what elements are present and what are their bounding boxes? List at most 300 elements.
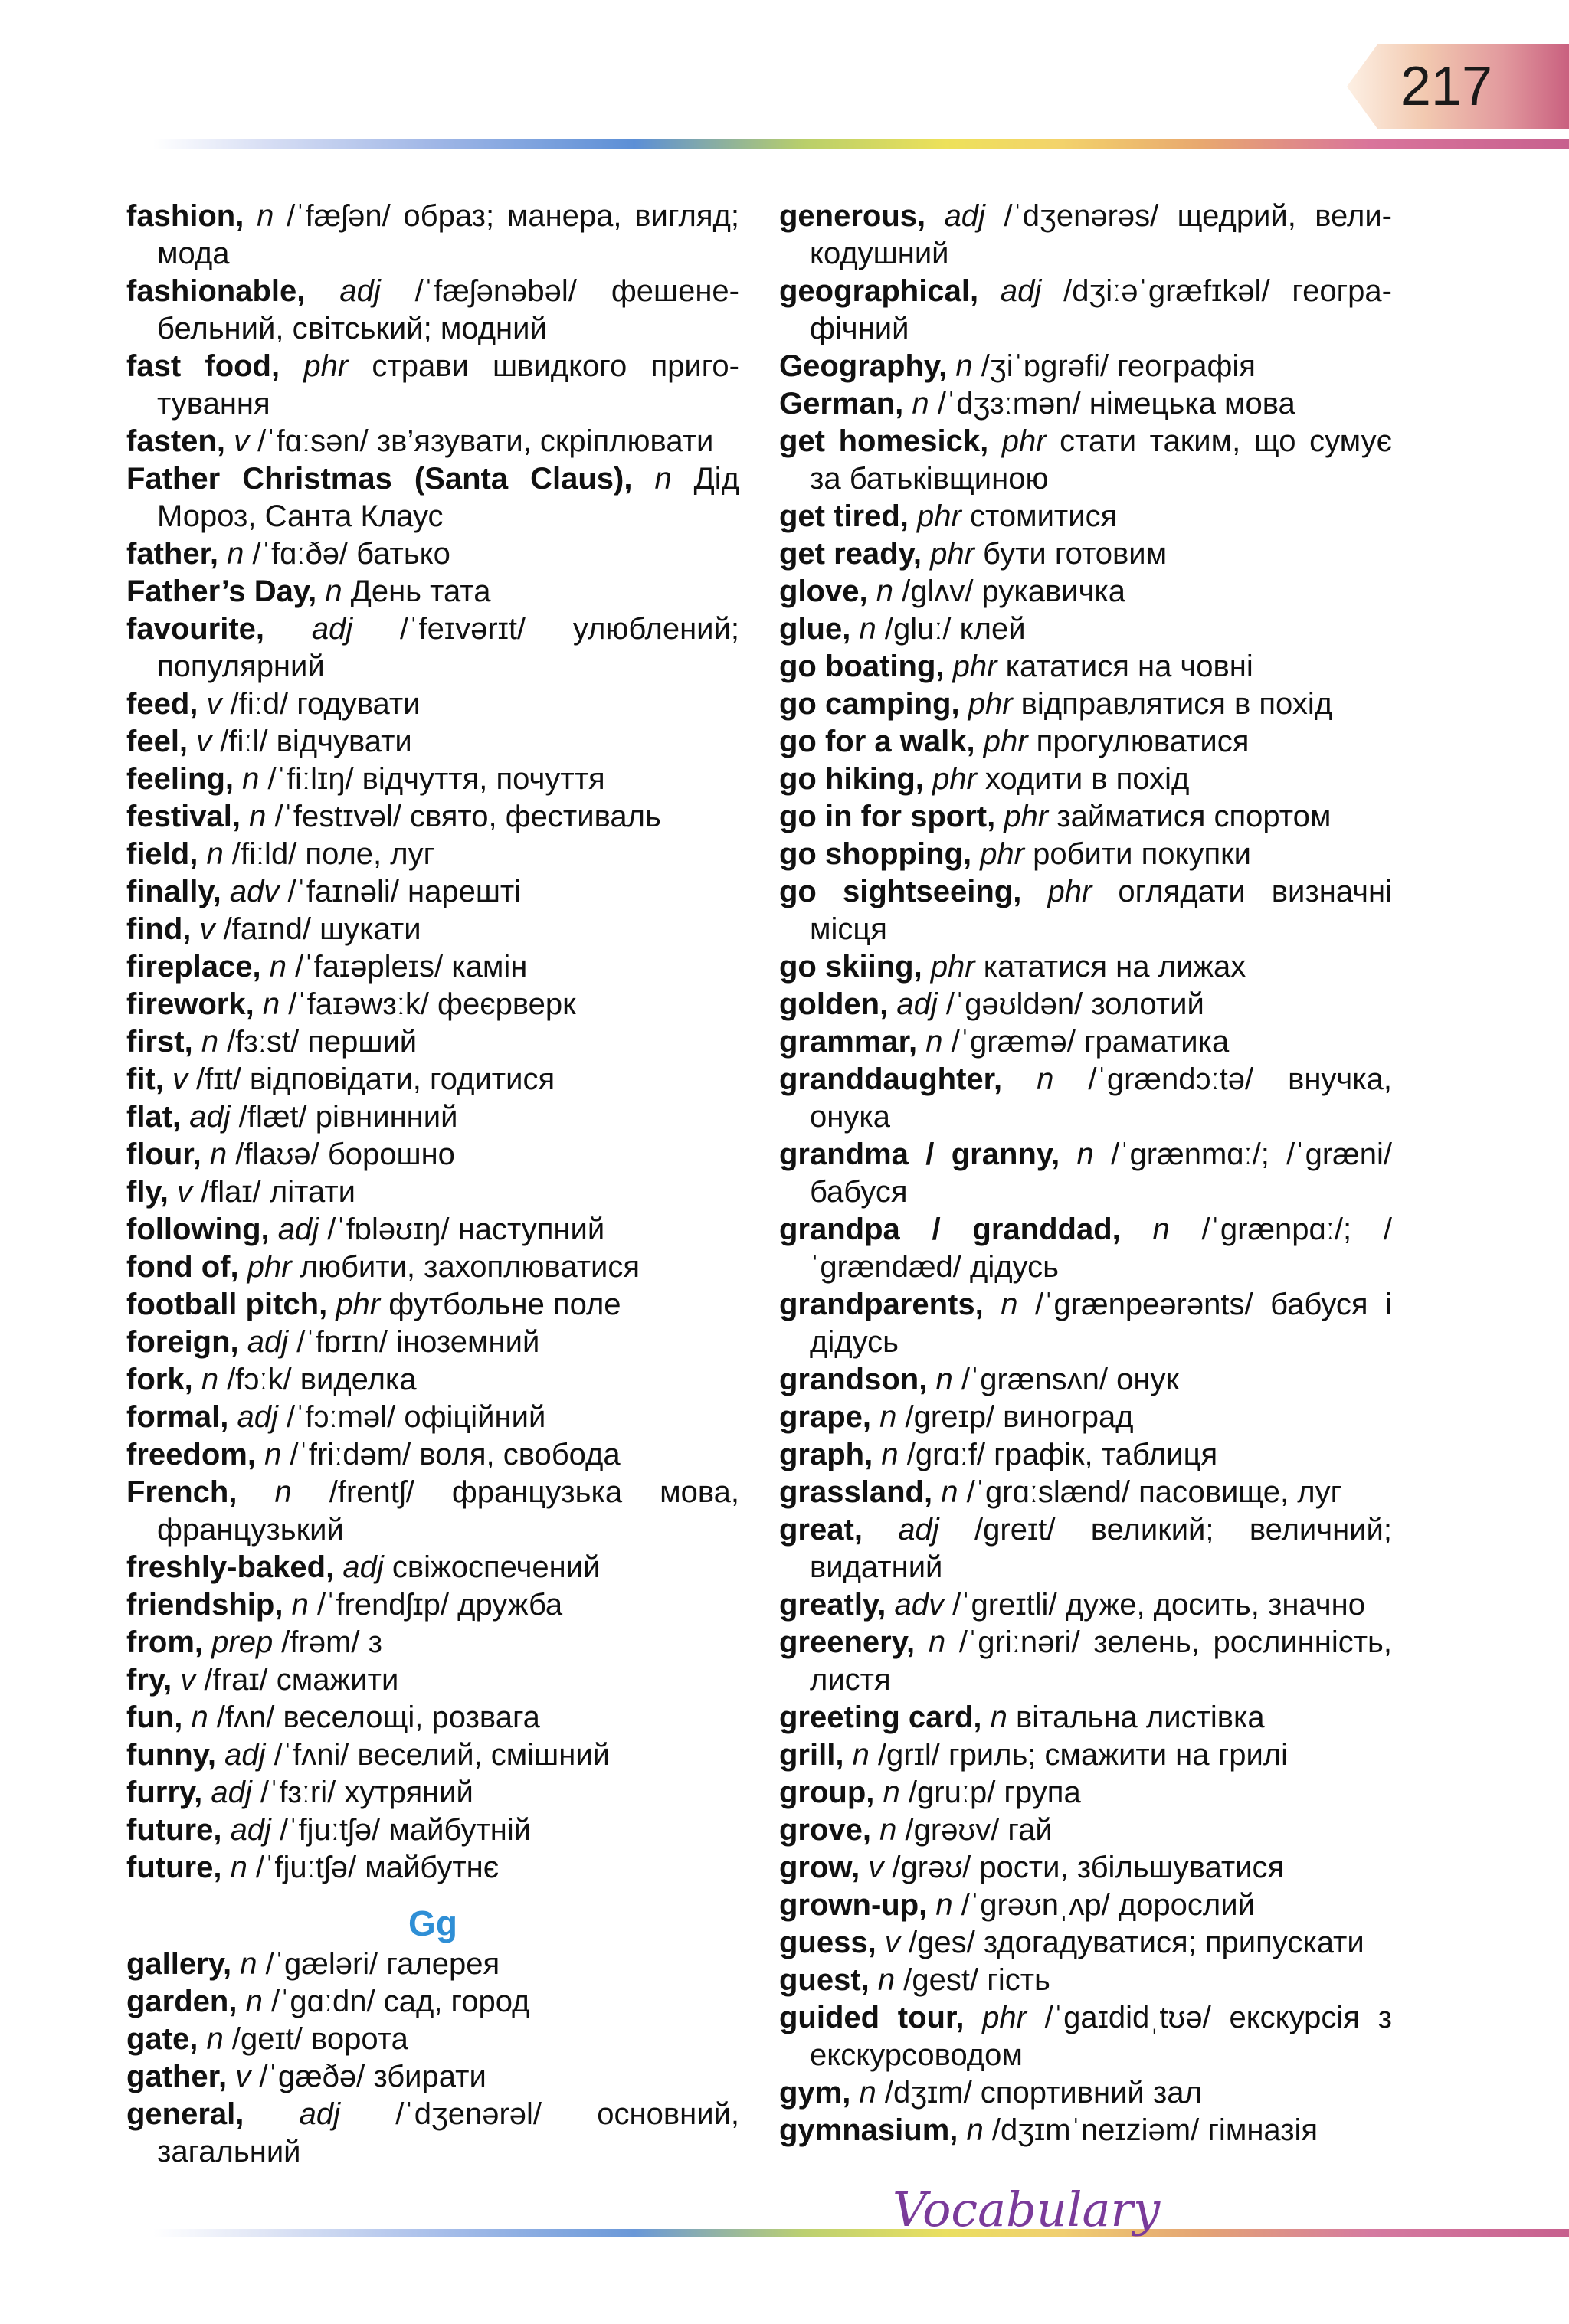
footer-label: Vocabulary <box>893 2182 1161 2237</box>
part-of-speech: n <box>191 1700 208 1734</box>
part-of-speech: n <box>879 1400 897 1434</box>
definition: /ˈfriːdəm/ воля, свобода <box>281 1438 621 1471</box>
part-of-speech: v <box>868 1851 884 1884</box>
part-of-speech: adj <box>1000 274 1042 308</box>
definition: /fiːd/ годувати <box>221 687 421 721</box>
definition: /ˈfɒrɪn/ іноземний <box>288 1325 540 1359</box>
part-of-speech: n <box>935 1888 953 1922</box>
headword: freshly-baked, <box>126 1550 335 1584</box>
part-of-speech: n <box>257 199 274 233</box>
definition: /ˈfæʃənəbəl/ фешенебельний, світський; модний <box>157 274 739 345</box>
dictionary-entry <box>779 761 1392 798</box>
part-of-speech: phr <box>336 1288 381 1321</box>
dictionary-entry <box>779 1211 1392 1286</box>
part-of-speech: phr <box>930 537 974 571</box>
part-of-speech: n <box>935 1363 953 1396</box>
dictionary-entry <box>126 423 739 460</box>
definition: /fraɪ/ смажити <box>195 1663 399 1697</box>
part-of-speech: n <box>325 574 342 608</box>
part-of-speech: adj <box>224 1738 266 1772</box>
part-of-speech: n <box>201 1025 219 1059</box>
definition: ходити в похід <box>976 762 1190 796</box>
dictionary-entry <box>779 573 1392 610</box>
part-of-speech: phr <box>1047 875 1092 908</box>
dictionary-entry <box>779 2074 1392 2112</box>
definition: /faɪnd/ шукати <box>215 912 421 946</box>
headword: fast food, <box>126 349 280 383</box>
headword: glove, <box>779 574 868 608</box>
dictionary-entry <box>779 1699 1392 1736</box>
definition: займатися спортом <box>1048 800 1332 833</box>
dictionary-entry <box>779 535 1392 573</box>
part-of-speech: adj <box>339 274 381 308</box>
definition: футбольне поле <box>380 1288 621 1321</box>
part-of-speech: n <box>242 762 260 796</box>
headword: foreign, <box>126 1325 239 1359</box>
headword: first, <box>126 1025 193 1059</box>
headword: feel, <box>126 725 188 758</box>
headword: grape, <box>779 1400 872 1434</box>
right-column <box>779 198 1392 2149</box>
part-of-speech: v <box>180 1663 196 1697</box>
part-of-speech: n <box>201 1363 219 1396</box>
part-of-speech: adj <box>342 1550 384 1584</box>
dictionary-entry <box>126 1436 739 1474</box>
part-of-speech: n <box>206 2022 224 2056</box>
definition: /ˈfʌni/ веселий, смішний <box>265 1738 611 1772</box>
headword: group, <box>779 1776 875 1809</box>
definition: /flaɪ/ літати <box>192 1175 356 1209</box>
definition: /frəm/ з <box>273 1625 382 1659</box>
part-of-speech: n <box>1076 1137 1094 1171</box>
definition: /ˈfɒləʊɪŋ/ наступний <box>319 1213 605 1246</box>
definition: бути готовим <box>974 537 1168 571</box>
definition: /ˈgrɑːslænd/ пасовище, луг <box>958 1475 1342 1509</box>
headword: go shopping, <box>779 837 972 871</box>
dictionary-entry <box>779 498 1392 535</box>
part-of-speech: phr <box>930 950 975 984</box>
definition: Дід Мороз, Санта Клаус <box>157 462 739 533</box>
dictionary-entry <box>779 1023 1392 1061</box>
dictionary-entry <box>779 1474 1392 1511</box>
definition: кататися на лижах <box>974 950 1246 984</box>
part-of-speech: adj <box>247 1325 289 1359</box>
headword: fun, <box>126 1700 183 1734</box>
dictionary-entry <box>779 1436 1392 1474</box>
dictionary-entry <box>779 986 1392 1023</box>
part-of-speech: n <box>291 1588 309 1622</box>
dictionary-entry <box>779 1962 1392 1999</box>
headword: fry, <box>126 1663 172 1697</box>
dictionary-entry <box>126 1661 739 1699</box>
headword: garden, <box>126 1985 237 2018</box>
definition: /ˈgəʊldən/ золотий <box>937 987 1204 1021</box>
dictionary-entry <box>126 1983 739 2021</box>
headword: go boating, <box>779 650 945 683</box>
part-of-speech: adj <box>311 612 353 646</box>
dictionary-entry <box>779 1586 1392 1624</box>
definition: /ˈgrænsʌn/ онук <box>952 1363 1179 1396</box>
headword: grove, <box>779 1813 872 1847</box>
definition: /ˈgræmə/ граматика <box>942 1025 1230 1059</box>
dictionary-entry <box>126 2058 739 2096</box>
definition: /glʌv/ рукавичка <box>893 574 1126 608</box>
headword: football pitch, <box>126 1288 328 1321</box>
part-of-speech: phr <box>932 762 977 796</box>
definition: /gest/ гість <box>895 1963 1050 1997</box>
part-of-speech: n <box>1001 1288 1018 1321</box>
dictionary-entry <box>779 873 1392 948</box>
definition: /ˈfaɪəpleɪs/ камін <box>287 950 528 984</box>
dictionary-entry <box>779 610 1392 648</box>
headword: fireplace, <box>126 950 261 984</box>
dictionary-entry <box>126 198 739 273</box>
definition: /gruːp/ група <box>899 1776 1081 1809</box>
g-entries-continued <box>779 198 1392 2149</box>
dictionary-entry <box>779 836 1392 873</box>
part-of-speech: n <box>879 1813 897 1847</box>
headword: glue, <box>779 612 851 646</box>
definition: /ˈfjuːtʃə/ майбутній <box>270 1813 532 1847</box>
headword: golden, <box>779 987 889 1021</box>
headword: great, <box>779 1513 863 1547</box>
part-of-speech: v <box>176 1175 192 1209</box>
part-of-speech: prep <box>211 1625 274 1659</box>
definition: /greɪp/ виноград <box>896 1400 1134 1434</box>
dictionary-entry <box>126 1324 739 1361</box>
headword: gather, <box>126 2060 228 2093</box>
definition: /ˈgæðə/ збирати <box>251 2060 486 2093</box>
definition: робити покупки <box>1024 837 1251 871</box>
definition: /fiːld/ поле, луг <box>223 837 435 871</box>
definition: /grɑːf/ графік, таблиця <box>898 1438 1218 1471</box>
part-of-speech: phr <box>917 499 961 533</box>
dictionary-entry <box>126 1061 739 1098</box>
part-of-speech: phr <box>983 725 1028 758</box>
headword: fond of, <box>126 1250 239 1284</box>
part-of-speech: v <box>172 1062 188 1096</box>
headword: go for a walk, <box>779 725 975 758</box>
headword: father, <box>126 537 219 571</box>
headword: greatly, <box>779 1588 886 1622</box>
dictionary-entry <box>126 1399 739 1436</box>
headword: formal, <box>126 1400 229 1434</box>
top-decorative-band <box>153 139 1569 149</box>
headword: go skiing, <box>779 950 922 984</box>
headword: gym, <box>779 2076 851 2110</box>
definition: /dʒɪm/ спортивний зал <box>876 2076 1202 2110</box>
part-of-speech: phr <box>980 837 1024 871</box>
part-of-speech: adj <box>896 987 938 1021</box>
headword: fasten, <box>126 424 225 458</box>
part-of-speech: n <box>966 2113 984 2147</box>
definition: /ˈfɔːməl/ офіційний <box>277 1400 546 1434</box>
headword: from, <box>126 1625 203 1659</box>
dictionary-entry <box>126 1774 739 1812</box>
part-of-speech: adj <box>898 1513 939 1547</box>
definition: /fɔːk/ виделка <box>218 1363 417 1396</box>
dictionary-entry <box>779 2112 1392 2149</box>
part-of-speech: n <box>877 1963 896 1997</box>
dictionary-entry <box>126 1361 739 1399</box>
dictionary-entry <box>779 273 1392 348</box>
definition: /greɪt/ великий; величний; видатний <box>810 1513 1392 1584</box>
dictionary-entry <box>779 348 1392 385</box>
part-of-speech: n <box>955 349 973 383</box>
dictionary-entry <box>779 1061 1392 1136</box>
definition: /ˈfɜːri/ хутряний <box>251 1776 473 1809</box>
dictionary-entry <box>779 798 1392 836</box>
part-of-speech: adj <box>189 1100 231 1134</box>
dictionary-entry <box>126 1946 739 1983</box>
dictionary-entry <box>779 1399 1392 1436</box>
dictionary-entry <box>126 723 739 761</box>
definition: /ges/ здогадуватися; припускати <box>899 1926 1364 1959</box>
f-entries <box>126 198 739 1887</box>
part-of-speech: n <box>245 1985 263 2018</box>
dictionary-entry <box>126 610 739 686</box>
part-of-speech: n <box>859 612 876 646</box>
part-of-speech: phr <box>303 349 349 383</box>
part-of-speech: adj <box>211 1776 252 1809</box>
definition: День тата <box>342 574 491 608</box>
headword: geographical, <box>779 274 979 308</box>
definition: /ˈdʒenərəl/ основний, загальний <box>157 2097 739 2169</box>
headword: find, <box>126 912 192 946</box>
definition: /ˈfæʃən/ образ; манера, вигляд; мода <box>157 199 739 270</box>
headword: grammar, <box>779 1025 918 1059</box>
part-of-speech: n <box>928 1625 946 1659</box>
definition: /ˈgrænpeərənts/ бабуся і дідусь <box>810 1288 1392 1359</box>
headword: field, <box>126 837 198 871</box>
headword: following, <box>126 1213 270 1246</box>
definition: /ˈfestɪvəl/ свято, фестиваль <box>266 800 661 833</box>
part-of-speech: n <box>230 1851 247 1884</box>
part-of-speech: adj <box>230 1813 271 1847</box>
dictionary-entry <box>126 1849 739 1887</box>
part-of-speech: phr <box>968 687 1013 721</box>
dictionary-entry <box>779 1286 1392 1361</box>
dictionary-entry <box>126 1211 739 1249</box>
headword: feed, <box>126 687 198 721</box>
part-of-speech: n <box>654 462 672 496</box>
part-of-speech: v <box>235 2060 251 2093</box>
headword: go hiking, <box>779 762 924 796</box>
part-of-speech: n <box>941 1475 958 1509</box>
headword: gymnasium, <box>779 2113 958 2147</box>
part-of-speech: v <box>234 424 250 458</box>
dictionary-entry <box>126 911 739 948</box>
headword: fashion, <box>126 199 244 233</box>
headword: generous, <box>779 199 926 233</box>
dictionary-entry <box>779 1999 1392 2074</box>
definition: /frentʃ/ французька мова, французький <box>157 1475 739 1547</box>
definition: /ˈfrendʃɪp/ дружба <box>308 1588 563 1622</box>
dictionary-entry <box>126 761 739 798</box>
definition: стати таким, що сумує за батьківщиною <box>810 424 1392 496</box>
part-of-speech: phr <box>247 1250 292 1284</box>
dictionary-entry <box>126 1136 739 1173</box>
part-of-speech: n <box>883 1776 900 1809</box>
definition: /ˈgrəʊnˌʌp/ дорослий <box>952 1888 1255 1922</box>
definition: кататися на човні <box>997 650 1253 683</box>
definition: /ˈfeɪvərɪt/ улюблений; популярний <box>157 612 739 683</box>
definition: /fɪt/ відповідати, годитися <box>188 1062 555 1096</box>
dictionary-entry <box>779 1736 1392 1774</box>
page-number: 217 <box>1400 56 1493 117</box>
headword: festival, <box>126 800 241 833</box>
dictionary-entry <box>779 1887 1392 1924</box>
headword: future, <box>126 1813 222 1847</box>
definition: /geɪt/ ворота <box>223 2022 408 2056</box>
part-of-speech: n <box>209 1137 228 1171</box>
headword: friendship, <box>126 1588 283 1622</box>
definition: /dʒɪmˈneɪziəm/ гімназія <box>983 2113 1318 2147</box>
definition: /ˈgɑːdn/ сад, город <box>262 1985 530 2018</box>
dictionary-entry <box>126 535 739 573</box>
definition: свіжоспечений <box>383 1550 601 1584</box>
headword: go in for sport, <box>779 800 996 833</box>
definition: страви швидкого приготування <box>157 349 739 421</box>
headword: firework, <box>126 987 254 1021</box>
definition: /ˈdʒenərəs/ щедрий, великодушний <box>810 199 1392 270</box>
definition: /ˈgrænpɑː/; /ˈgrændæd/ дідусь <box>810 1213 1392 1284</box>
definition: /ˈgrændɔːtə/ внучка, онука <box>810 1062 1392 1134</box>
part-of-speech: adj <box>299 2097 341 2131</box>
part-of-speech: n <box>240 1947 257 1981</box>
definition: відправлятися в похід <box>1012 687 1333 721</box>
part-of-speech: v <box>196 725 212 758</box>
dictionary-entry <box>126 986 739 1023</box>
headword: grill, <box>779 1738 844 1772</box>
definition: /ʒiˈɒgrəfi/ географія <box>972 349 1256 383</box>
part-of-speech: n <box>859 2076 876 2110</box>
dictionary-entry <box>126 1286 739 1324</box>
dictionary-entry <box>126 2096 739 2171</box>
headword: French, <box>126 1475 237 1509</box>
part-of-speech: n <box>249 800 267 833</box>
dictionary-entry <box>126 1699 739 1736</box>
dictionary-entry <box>779 648 1392 686</box>
part-of-speech: phr <box>1001 424 1047 458</box>
headword: grown-up, <box>779 1888 928 1922</box>
dictionary-entry <box>779 1774 1392 1812</box>
dictionary-entry <box>779 1849 1392 1887</box>
part-of-speech: v <box>884 1926 900 1959</box>
dictionary-entry <box>126 686 739 723</box>
definition: /ˈgaɪdidˌtʊə/ екскурсія з екскурсоводом <box>810 2001 1392 2072</box>
definition: /ˈfɑːðə/ батько <box>244 537 450 571</box>
definition: /ˈfiːlɪŋ/ відчуття, почуття <box>259 762 605 796</box>
headword: flat, <box>126 1100 182 1134</box>
part-of-speech: adj <box>944 199 985 233</box>
headword: future, <box>126 1851 222 1884</box>
definition: стомитися <box>961 499 1118 533</box>
headword: grandma / granny, <box>779 1137 1060 1171</box>
definition: /fɜːst/ перший <box>218 1025 418 1059</box>
dictionary-entry <box>126 348 739 423</box>
dictionary-entry <box>126 948 739 986</box>
dictionary-entry <box>126 1023 739 1061</box>
definition: /grɪl/ гриль; смажити на грилі <box>869 1738 1289 1772</box>
dictionary-entry <box>126 460 739 535</box>
section-letter-heading: Gg <box>408 1903 457 1943</box>
definition: /ˈdʒɜːmən/ німецька мова <box>929 387 1295 421</box>
headword: general, <box>126 2097 244 2131</box>
headword: freedom, <box>126 1438 256 1471</box>
headword: granddaughter, <box>779 1062 1003 1096</box>
dictionary-entry <box>779 1361 1392 1399</box>
headword: go camping, <box>779 687 960 721</box>
headword: fashionable, <box>126 274 306 308</box>
dictionary-entry <box>126 836 739 873</box>
part-of-speech: n <box>852 1738 870 1772</box>
part-of-speech: adv <box>229 875 280 908</box>
part-of-speech: n <box>1037 1062 1054 1096</box>
dictionary-entry <box>779 948 1392 986</box>
definition: /ˈfjuːtʃə/ майбутнє <box>247 1851 500 1884</box>
definition: /ˈgreɪtli/ дуже, досить, значно <box>943 1588 1365 1622</box>
part-of-speech: n <box>206 837 224 871</box>
definition: /ˈfaɪəwɜːk/ феєрверк <box>280 987 576 1021</box>
definition: /grəʊv/ гай <box>896 1813 1053 1847</box>
part-of-speech: phr <box>1004 800 1049 833</box>
part-of-speech: v <box>206 687 222 721</box>
headword: graph, <box>779 1438 873 1471</box>
dictionary-entry <box>779 385 1392 423</box>
headword: finally, <box>126 875 221 908</box>
dictionary-entry <box>779 1812 1392 1849</box>
headword: gate, <box>126 2022 198 2056</box>
definition: /ˈfaɪnəli/ нарешті <box>279 875 522 908</box>
definition: /ˈfɑːsən/ зв’язувати, скріплювати <box>249 424 714 458</box>
dictionary-entry <box>126 1549 739 1586</box>
dictionary-entry <box>126 1624 739 1661</box>
headword: grassland, <box>779 1475 933 1509</box>
headword: fit, <box>126 1062 164 1096</box>
dictionary-entry <box>126 1812 739 1849</box>
definition: /ˈgæləri/ галерея <box>257 1947 500 1981</box>
headword: flour, <box>126 1137 201 1171</box>
headword: go sightseeing, <box>779 875 1022 908</box>
definition: вітальна листівка <box>1007 1700 1265 1734</box>
headword: greenery, <box>779 1625 916 1659</box>
dictionary-entry <box>126 873 739 911</box>
dictionary-entry <box>779 686 1392 723</box>
part-of-speech: phr <box>952 650 997 683</box>
definition: прогулюватися <box>1027 725 1250 758</box>
definition: /gluː/ клей <box>876 612 1026 646</box>
dictionary-entry <box>126 573 739 610</box>
dictionary-entry <box>779 723 1392 761</box>
definition: любити, захоплюватися <box>291 1250 640 1284</box>
headword: grandson, <box>779 1363 928 1396</box>
headword: get ready, <box>779 537 922 571</box>
dictionary-entry <box>779 198 1392 273</box>
dictionary-entry <box>126 1736 739 1774</box>
bottom-decorative-band <box>153 2229 1569 2237</box>
part-of-speech: n <box>1152 1213 1170 1246</box>
dictionary-entry <box>126 2021 739 2058</box>
left-column <box>126 198 739 2171</box>
headword: fork, <box>126 1363 193 1396</box>
definition: оглядати визначні місця <box>810 875 1392 946</box>
dictionary-entry <box>126 798 739 836</box>
g-entries <box>126 1946 739 2171</box>
headword: grandpa / granddad, <box>779 1213 1121 1246</box>
part-of-speech: n <box>876 574 893 608</box>
headword: grandparents, <box>779 1288 984 1321</box>
